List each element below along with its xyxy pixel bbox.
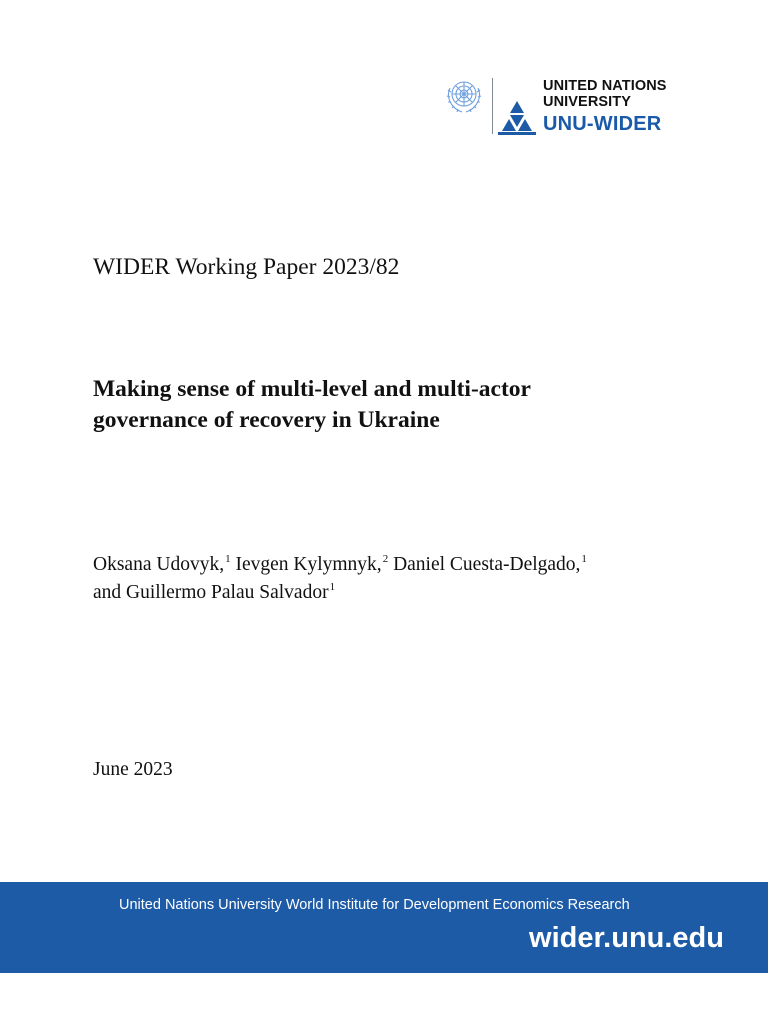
author-list xyxy=(93,552,693,608)
footer-website-link[interactable]: wider.unu.edu xyxy=(529,922,724,954)
author-name: Ievgen Kylymnyk, xyxy=(235,554,382,575)
organization-name-line1: UNITED NATIONS xyxy=(543,78,667,94)
footer-band xyxy=(0,882,768,973)
author-line xyxy=(93,552,693,580)
author-affiliation: 1 xyxy=(329,581,336,593)
organization-name-line2: UNIVERSITY xyxy=(543,94,632,110)
author-affiliation: 1 xyxy=(581,553,587,565)
paper-title xyxy=(93,374,653,436)
logo-divider xyxy=(492,78,493,134)
un-emblem-icon xyxy=(442,74,486,118)
institute-short-name: UNU-WIDER xyxy=(543,113,662,135)
author-affiliation: 1 xyxy=(225,553,231,565)
unu-wider-logo xyxy=(442,72,682,138)
footer-institute-name: United Nations University World Institute for Development Economics Research xyxy=(119,897,630,913)
unu-logo-icon xyxy=(497,100,537,136)
author-name: and Guillermo Palau Salvador xyxy=(93,582,329,603)
author-name: Daniel Cuesta-Delgado, xyxy=(393,554,581,575)
organization-name xyxy=(543,78,667,110)
paper-series: WIDER Working Paper 2023/82 xyxy=(93,254,400,280)
paper-title-line1: Making sense of multi-level and multi-actor xyxy=(93,376,531,402)
author-affiliation: 2 xyxy=(382,553,389,565)
author-line xyxy=(93,580,693,608)
publication-date: June 2023 xyxy=(93,759,173,780)
paper-title-line2: governance of recovery in Ukraine xyxy=(93,407,440,433)
author-name: Oksana Udovyk, xyxy=(93,554,225,575)
